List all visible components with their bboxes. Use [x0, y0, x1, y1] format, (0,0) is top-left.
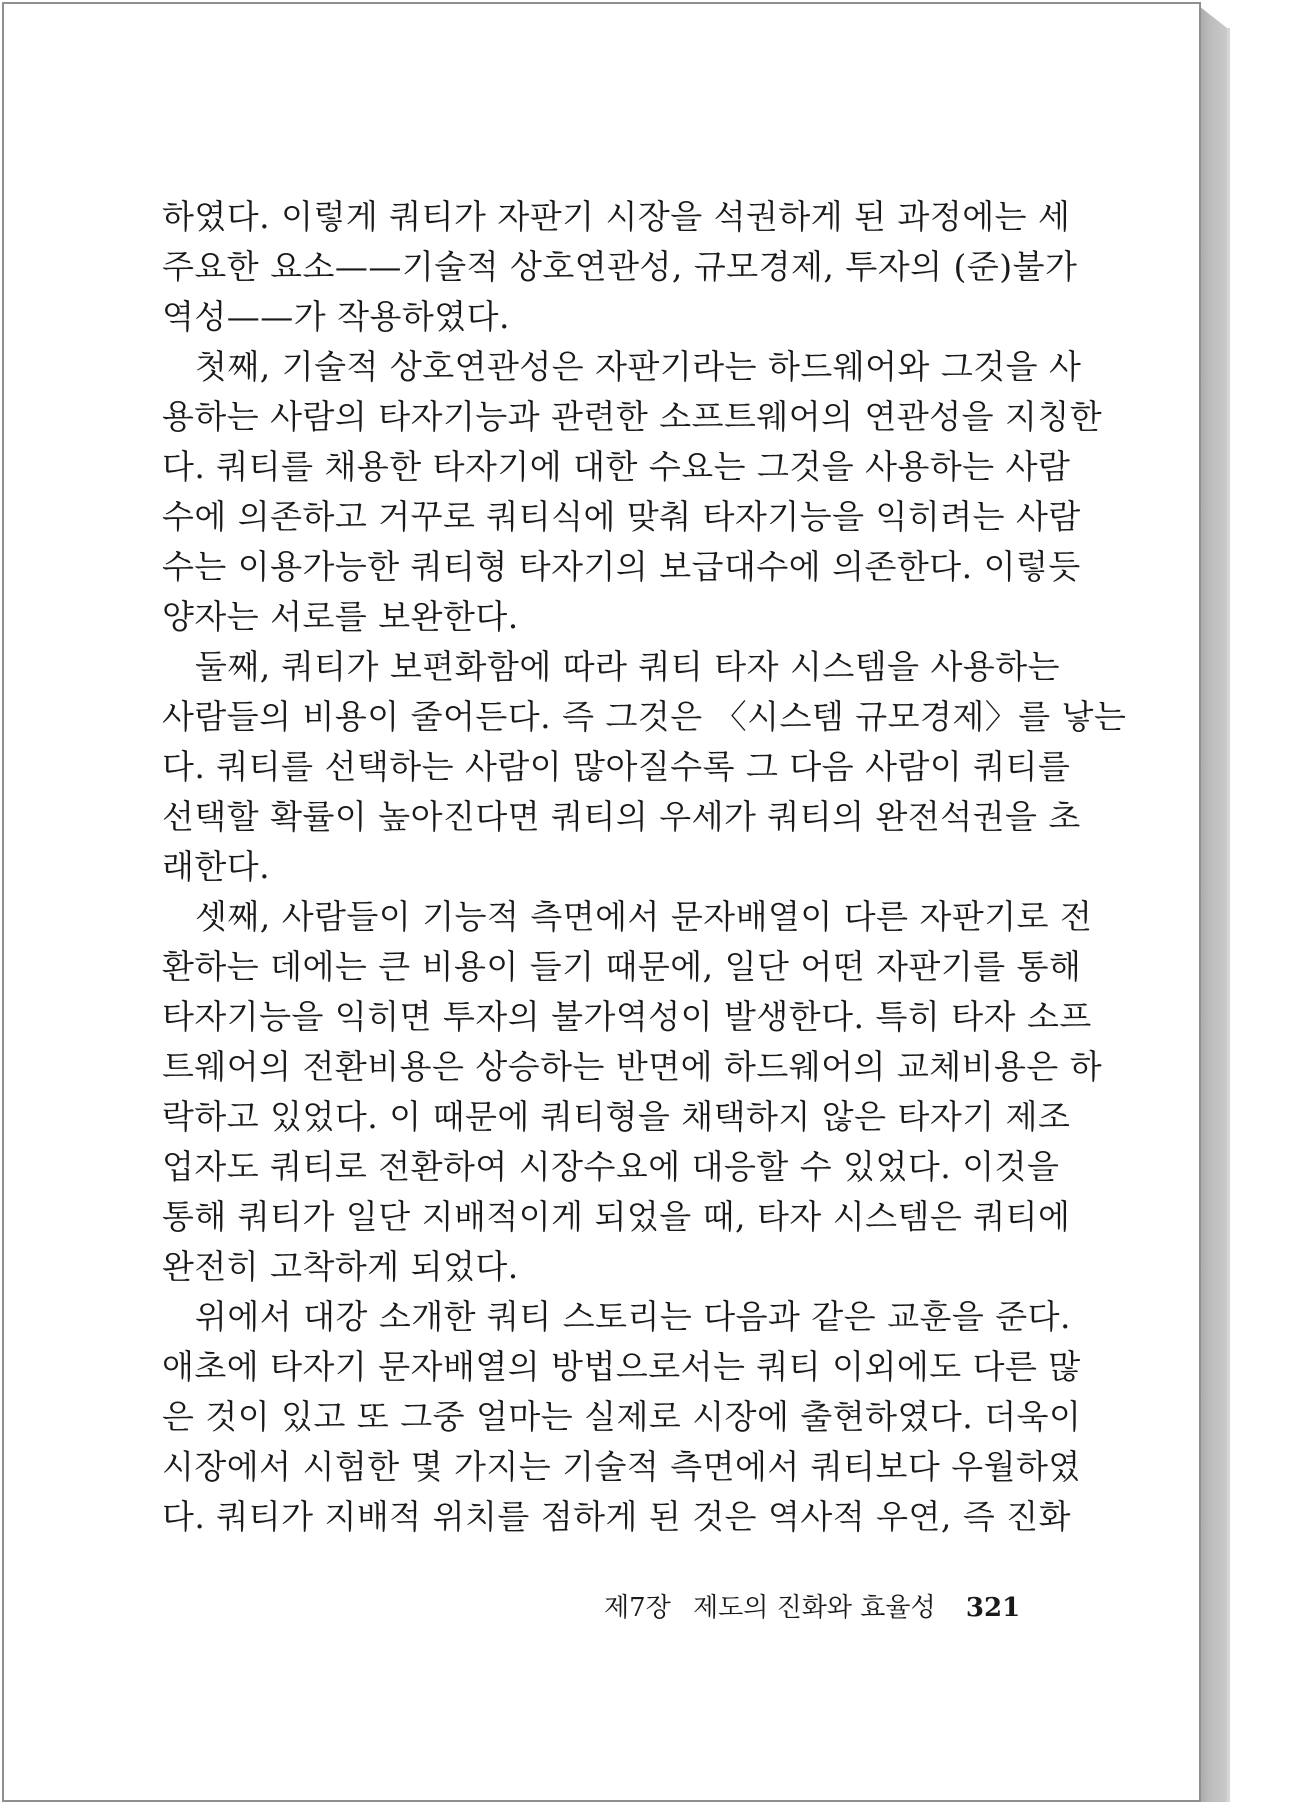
- chapter-number: 제7장: [604, 1593, 671, 1623]
- text-line: 사람들의 비용이 줄어든다. 즉 그것은 〈시스템 규모경제〉를 낳는: [162, 697, 1127, 736]
- text-line: 다. 쿼티를 채용한 타자기에 대한 수요는 그것을 사용하는 사람: [162, 447, 1071, 486]
- text-line: 시장에서 시험한 몇 가지는 기술적 측면에서 쿼티보다 우월하였: [162, 1447, 1081, 1486]
- page-edge-shadow: [1199, 6, 1227, 1802]
- text-line: 통해 쿼티가 일단 지배적이게 되었을 때, 타자 시스템은 쿼티에: [162, 1197, 1071, 1236]
- text-line: 하였다. 이렇게 쿼티가 자판기 시장을 석권하게 된 과정에는 세: [162, 197, 1071, 236]
- paragraph-2: [162, 342, 1103, 642]
- text-line: 둘째, 쿼티가 보편화함에 따라 쿼티 타자 시스템을 사용하는: [195, 647, 1060, 686]
- page-edge-highlight: [1227, 28, 1230, 1802]
- text-line: 트웨어의 전환비용은 상승하는 반면에 하드웨어의 교체비용은 하: [162, 1047, 1103, 1086]
- paragraph-4: [162, 892, 1103, 1292]
- text-line: 다. 쿼티를 선택하는 사람이 많아질수록 그 다음 사람이 쿼티를: [162, 747, 1071, 786]
- text-line: 선택할 확률이 높아진다면 쿼티의 우세가 쿼티의 완전석권을 초: [162, 797, 1081, 836]
- text-line: 업자도 쿼티로 전환하여 시장수요에 대응할 수 있었다. 이것을: [162, 1147, 1060, 1186]
- running-footer: [604, 1591, 1021, 1625]
- text-line: 은 것이 있고 또 그중 얼마는 실제로 시장에 출현하였다. 더욱이: [162, 1397, 1082, 1436]
- paragraph-1: [162, 192, 1078, 342]
- text-line: 용하는 사람의 타자기능과 관련한 소프트웨어의 연관성을 지칭한: [162, 397, 1103, 436]
- text-line: 셋째, 사람들이 기능적 측면에서 문자배열이 다른 자판기로 전: [195, 897, 1093, 936]
- text-line: 락하고 있었다. 이 때문에 쿼티형을 채택하지 않은 타자기 제조: [162, 1097, 1071, 1136]
- text-line: 수는 이용가능한 쿼티형 타자기의 보급대수에 의존한다. 이렇듯: [162, 547, 1081, 586]
- page-number: 321: [965, 1593, 1021, 1623]
- paragraph-3: [162, 642, 1127, 892]
- paragraph-5: [162, 1292, 1082, 1542]
- chapter-title: 제도의 진화와 효율성: [693, 1593, 936, 1623]
- text-line: 위에서 대강 소개한 쿼티 스토리는 다음과 같은 교훈을 준다.: [195, 1297, 1071, 1336]
- text-line: 수에 의존하고 거꾸로 쿼티식에 맞춰 타자기능을 익히려는 사람: [162, 497, 1081, 536]
- body-text: [162, 192, 1127, 1542]
- text-line: 타자기능을 익히면 투자의 불가역성이 발생한다. 특히 타자 소프: [162, 997, 1092, 1036]
- text-line: 주요한 요소——기술적 상호연관성, 규모경제, 투자의 (준)불가: [162, 247, 1078, 286]
- text-line: 첫째, 기술적 상호연관성은 자판기라는 하드웨어와 그것을 사: [195, 347, 1082, 386]
- text-line: 양자는 서로를 보완한다.: [162, 597, 519, 636]
- text-line: 역성——가 작용하였다.: [162, 297, 511, 336]
- text-line: 다. 쿼티가 지배적 위치를 점하게 된 것은 역사적 우연, 즉 진화: [162, 1497, 1071, 1536]
- text-line: 완전히 고착하게 되었다.: [162, 1247, 519, 1286]
- text-line: 래한다.: [162, 847, 271, 886]
- text-line: 환하는 데에는 큰 비용이 들기 때문에, 일단 어떤 자판기를 통해: [162, 947, 1082, 986]
- book-page: [2, 2, 1201, 1802]
- text-line: 애초에 타자기 문자배열의 방법으로서는 쿼티 이외에도 다른 많: [162, 1347, 1081, 1386]
